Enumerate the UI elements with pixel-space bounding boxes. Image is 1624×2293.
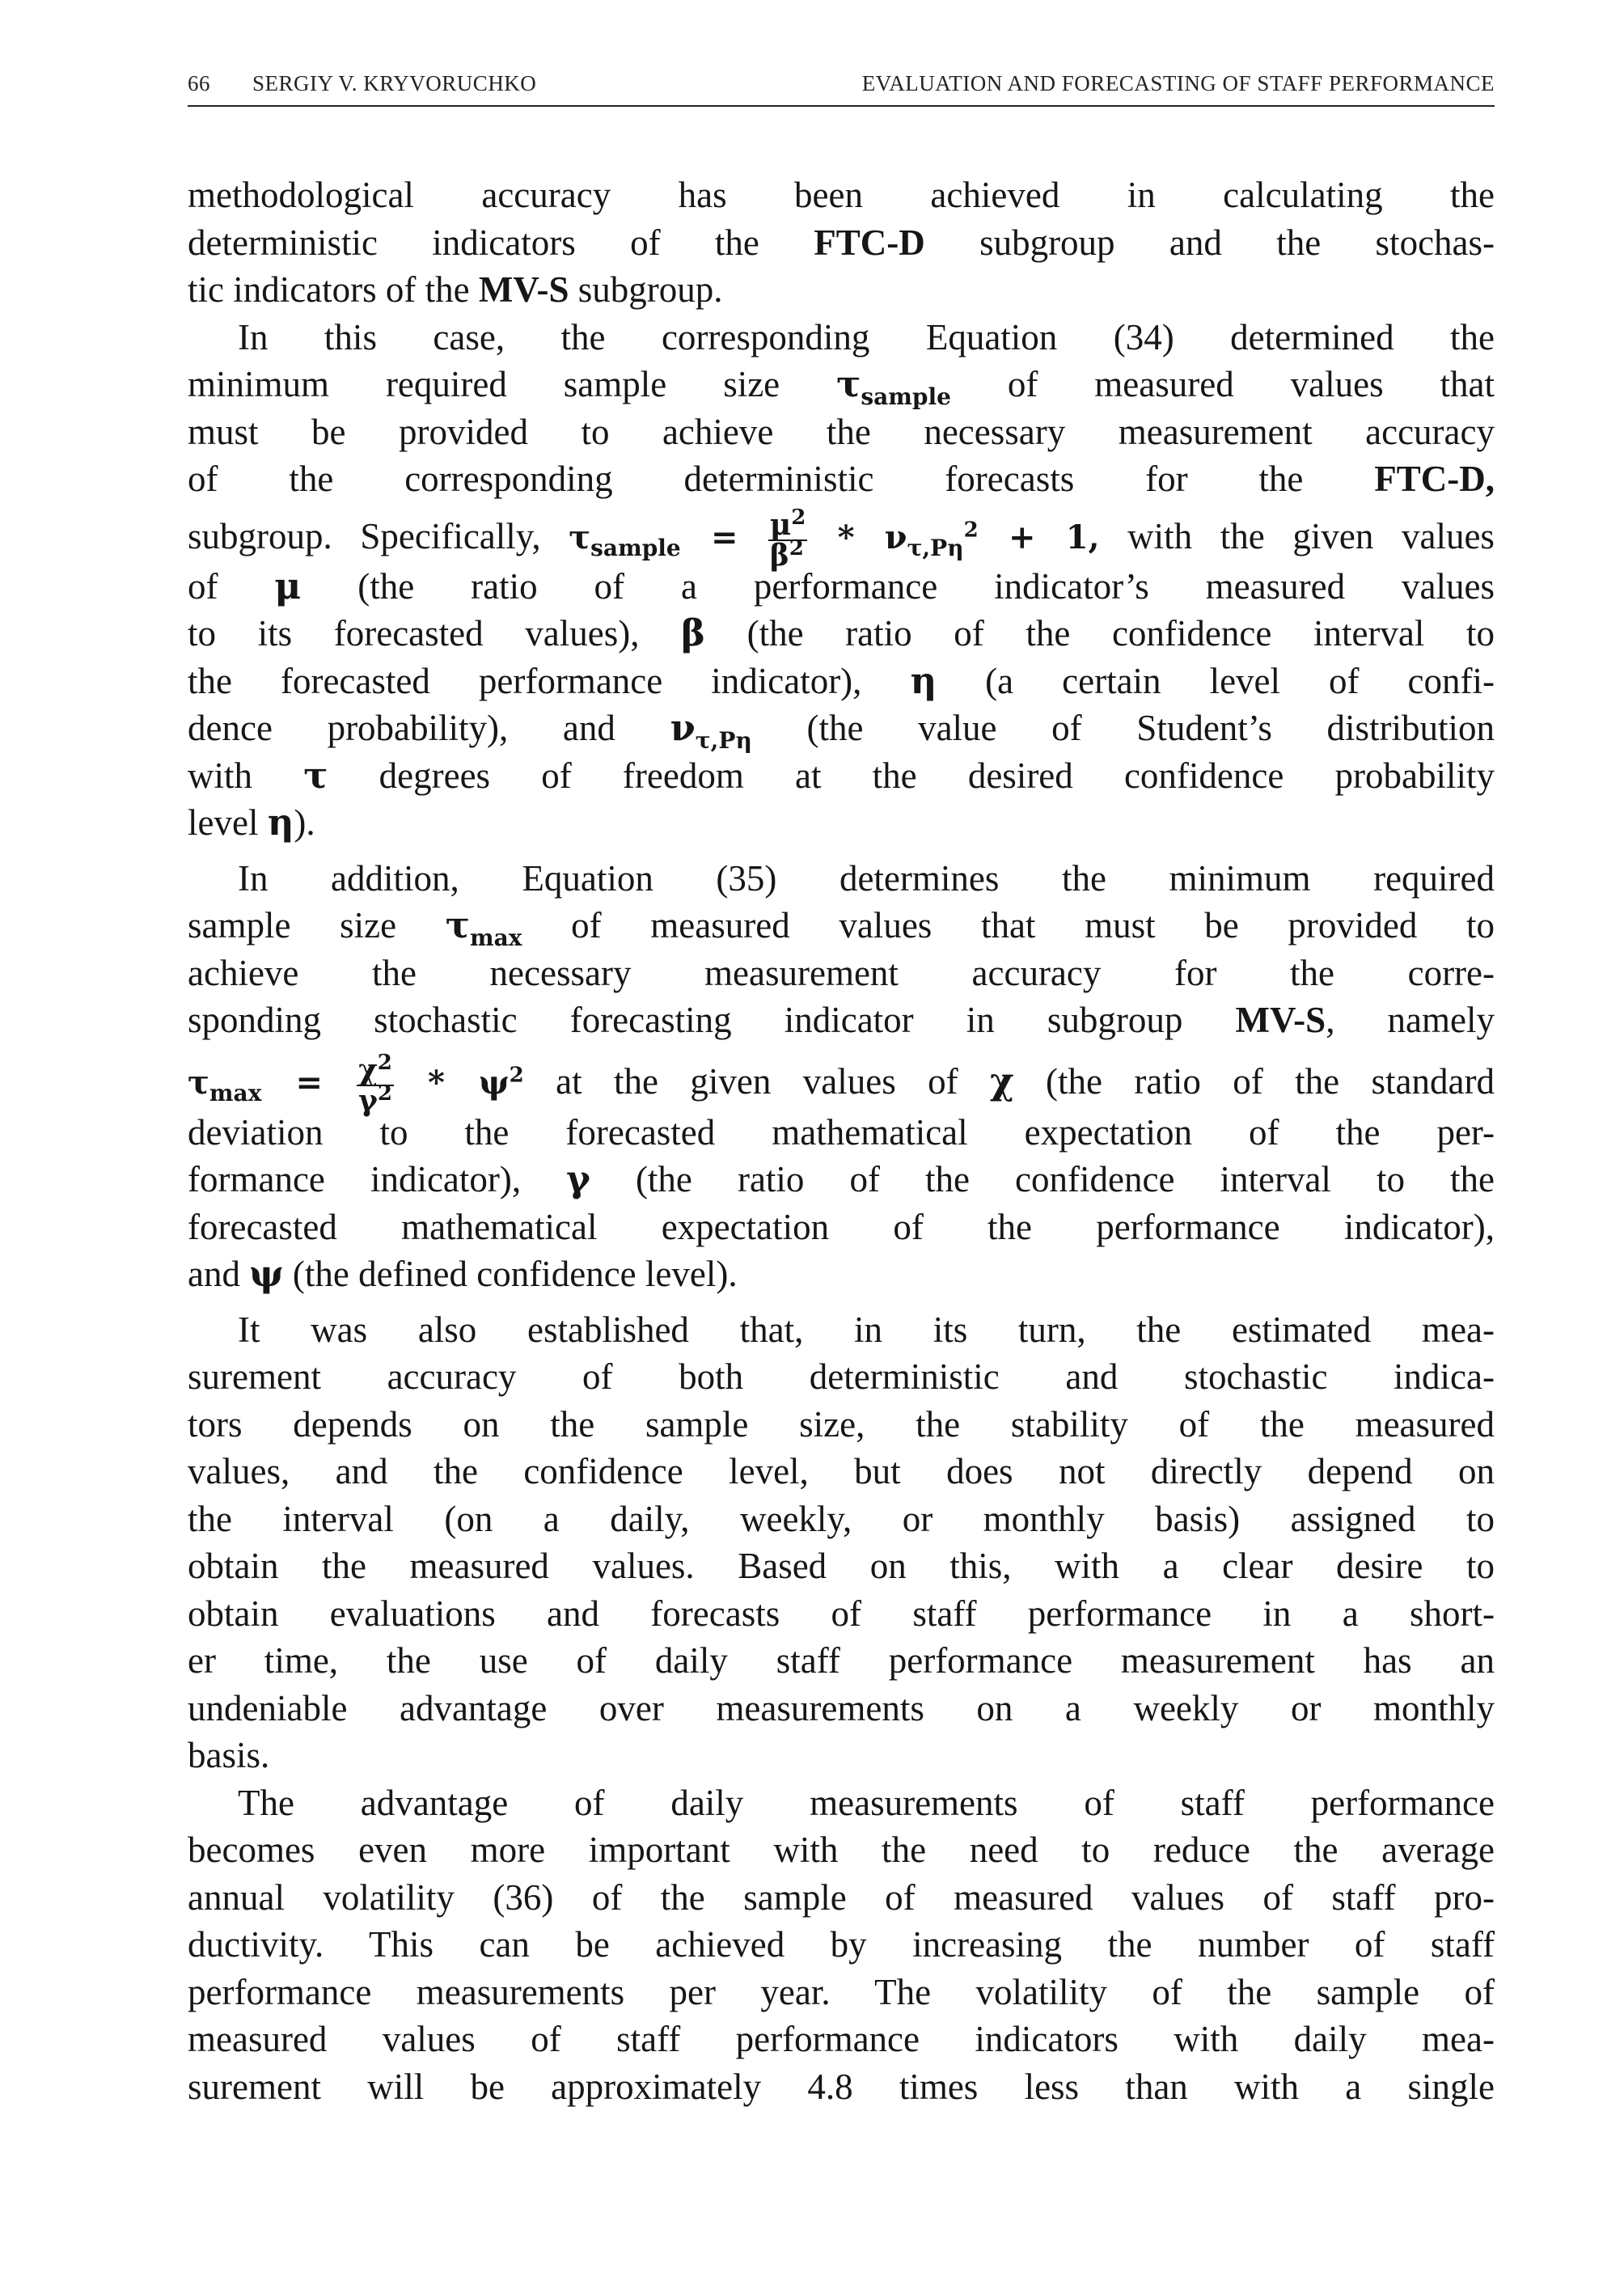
text-line: tors depends on the sample size, the stability of the measured — [188, 1403, 1495, 1445]
text-line: basis. — [188, 1735, 270, 1775]
text-line: to its forecasted values), β (the ratio of the confidence interval to — [188, 611, 1495, 654]
text-line: undeniable advantage over measurements on a weekly or monthly — [188, 1687, 1495, 1728]
text-line: achieve the necessary measurement accuracy for the corre- — [188, 952, 1495, 993]
nu-symbol: $\nu_{\tau,P\eta}$ — [670, 706, 752, 754]
text-line: the interval (on a daily, weekly, or monthly basis) assigned to — [188, 1498, 1495, 1539]
tau-max-symbol: $\tau_{max}$ — [445, 903, 522, 951]
running-title: EVALUATION AND FORECASTING OF STAFF PERFORMANCE — [861, 71, 1495, 95]
text-line: level η). — [188, 801, 315, 844]
text-line: subgroup. Specifically, $\tau_{sample}$ = $\frac{\mu^2}{\beta^2}$ * $\nu_{\tau,P\eta}^2 + 1$, with the given values — [188, 505, 1495, 573]
text-line: surement accuracy of both deterministic and stochastic indica- — [188, 1356, 1495, 1397]
text-line: The advantage of daily measurements of staff performance — [238, 1782, 1495, 1823]
text-line: methodological accuracy has been achieved in calculating the — [188, 175, 1495, 215]
paragraph-3 — [188, 855, 1495, 1298]
text-line: minimum required sample size $\tau_{sample}$ of measured values that — [188, 362, 1495, 410]
text-line: performance measurements per year. The volatility of the sample of — [188, 1971, 1495, 2012]
text-line: surement will be approximately 4.8 times less than with a single — [188, 2066, 1495, 2107]
text-line: formance indicator), γ (the ratio of the confidence interval to the — [188, 1157, 1495, 1200]
text-line: annual volatility (36) of the sample of measured values of staff pro- — [188, 1876, 1495, 1918]
running-author: SERGIY V. KRYVORUCHKO — [252, 71, 537, 95]
text-line: and ψ (the defined confidence level). — [188, 1252, 738, 1295]
text-line: of μ (the ratio of a performance indicator’s measured values — [188, 564, 1495, 607]
body-text — [188, 171, 1495, 2110]
text-line: values, and the confidence level, but does not directly depend on — [188, 1451, 1495, 1491]
text-line: becomes even more important with the need to reduce the average — [188, 1830, 1495, 1870]
text-line: sample size $\tau_{max}$ of measured values that must be provided to — [188, 903, 1495, 951]
text-line: deviation to the forecasted mathematical expectation of the per- — [188, 1111, 1495, 1153]
text-line: deterministic indicators of the FTC-D subgroup and the stochas- — [188, 222, 1495, 263]
paragraph-4 — [188, 1306, 1495, 1779]
paragraph-1 — [188, 171, 1495, 314]
text-line: measured values of staff performance indicators with daily mea- — [188, 2019, 1495, 2059]
text-line: with τ degrees of freedom at the desired confidence probability — [188, 753, 1495, 797]
text-line: dence probability), and $\nu_{\tau,P\eta}$ (the value of Student’s distribution — [188, 706, 1495, 754]
header-rule — [188, 105, 1495, 107]
text-line: obtain evaluations and forecasts of staff performance in a short- — [188, 1593, 1495, 1634]
page-number: 66 — [188, 71, 210, 95]
text-line: must be provided to achieve the necessary measurement accuracy — [188, 411, 1495, 452]
equation-35: $\tau_{max}$ = $\frac{\chi^2}{\gamma^2}$ * $\psi^2$ — [188, 1050, 524, 1118]
paragraph-5 — [188, 1779, 1495, 2111]
equation-34: $\tau_{sample}$ = $\frac{\mu^2}{\beta^2}$ * $\nu_{\tau,P\eta}^2 + 1$, — [569, 505, 1100, 573]
tau-sample-symbol: $\tau_{sample}$ — [836, 362, 951, 410]
text-line: ductivity. This can be achieved by increasing the number of staff — [188, 1924, 1495, 1965]
text-line: In this case, the corresponding Equation (34) determined the — [238, 316, 1495, 357]
text-line: forecasted mathematical expectation of the performance indicator), — [188, 1206, 1495, 1247]
paragraph-2 — [188, 314, 1495, 847]
text-line: er time, the use of daily staff performance measurement has an — [188, 1640, 1495, 1681]
text-line: It was also established that, in its turn, the estimated mea- — [238, 1309, 1495, 1350]
text-line: sponding stochastic forecasting indicator in subgroup MV-S, namely — [188, 1000, 1495, 1040]
text-line: the forecasted performance indicator), η (a certain level of confi- — [188, 658, 1495, 702]
text-line: tic indicators of the MV-S subgroup. — [188, 269, 723, 310]
text-line: $\tau_{max}$ = $\frac{\chi^2}{\gamma^2}$ * $\psi^2$ at the given values of χ (the ratio of the standard — [188, 1050, 1495, 1118]
text-line: In addition, Equation (35) determines the minimum required — [238, 857, 1495, 899]
text-line: of the corresponding deterministic forecasts for the FTC-D, — [188, 459, 1495, 499]
text-line: obtain the measured values. Based on this, with a clear desire to — [188, 1546, 1495, 1586]
